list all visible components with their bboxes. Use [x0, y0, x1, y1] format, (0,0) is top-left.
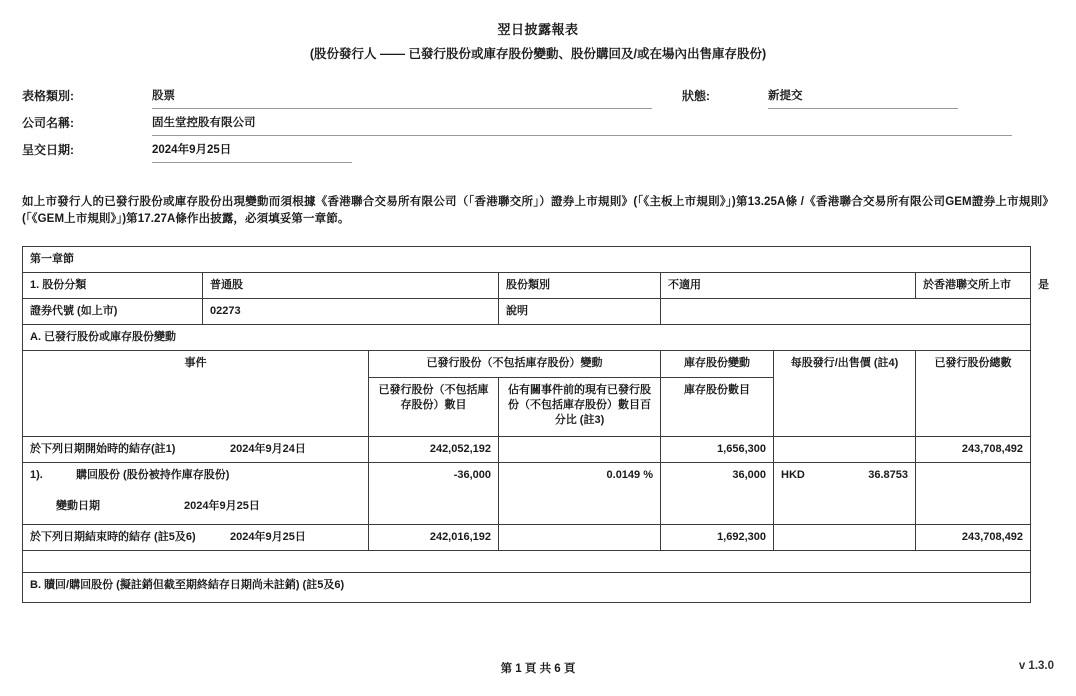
listed-hkex-label: 於香港聯交所上市 — [916, 273, 1031, 299]
event-change-date-label: 變動日期 — [56, 500, 100, 512]
page-number: 第 1 頁 共 6 頁 — [500, 663, 576, 675]
opening-price — [774, 437, 916, 463]
table-header-row — [23, 351, 1031, 378]
header-fields — [0, 87, 1076, 168]
version-label: v 1.3.0 — [1018, 660, 1054, 672]
closing-treasury-count: 1,692,300 — [661, 525, 774, 551]
opening-issued-count: 242,052,192 — [369, 437, 499, 463]
stock-code-label: 證券代號 (如上市) — [23, 299, 203, 325]
opening-balance-date: 2024年9月24日 — [230, 443, 306, 455]
page-footer — [0, 660, 1076, 680]
closing-balance-label: 於下列日期結束時的結存 (註5及6) — [30, 531, 196, 543]
event-price-value: 36.8753 — [868, 469, 908, 481]
column-group-issued-change: 已發行股份（不包括庫存股份）變動 — [369, 351, 661, 378]
form-type-label: 表格類別: — [22, 89, 74, 103]
document-title: 翌日披露報表 — [497, 22, 579, 37]
column-header-price: 每股發行/出售價 (註4) — [774, 351, 916, 437]
company-value: 固生堂控股有限公司 — [152, 117, 256, 129]
event-price-cell — [774, 463, 916, 525]
event-buyback-cell — [23, 463, 369, 525]
description-value — [661, 299, 1031, 325]
column-header-issued-pct: 佔有關事件前的現有已發行股份（不包括庫存股份）數目百分比 (註3) — [499, 378, 661, 437]
closing-balance-date: 2024年9月25日 — [230, 531, 306, 543]
column-header-total-issued: 已發行股份總數 — [916, 351, 1031, 437]
column-header-treasury-count: 庫存股份數目 — [661, 378, 774, 437]
table-row: 1. 股份分類 普通股 股份類別 不適用 於香港聯交所上市 是 — [23, 273, 1031, 299]
table-row — [23, 299, 1031, 325]
column-group-treasury-change: 庫存股份變動 — [661, 351, 774, 378]
opening-balance-label: 於下列日期開始時的結存(註1) — [30, 443, 176, 455]
closing-issued-count: 242,016,192 — [369, 525, 499, 551]
description-label: 說明 — [499, 299, 661, 325]
form-type-value: 股票 — [152, 90, 175, 102]
form-type-row — [22, 87, 1054, 114]
table-spacer-row — [23, 551, 1031, 573]
table-row — [23, 463, 1031, 525]
company-row — [22, 114, 1054, 141]
opening-balance-cell — [23, 437, 369, 463]
stock-code-value: 02273 — [203, 299, 499, 325]
form-type-rule — [152, 108, 652, 109]
event-treasury-count: 36,000 — [661, 463, 774, 525]
status-rule — [768, 108, 958, 109]
table-row — [23, 573, 1031, 603]
opening-issued-pct — [499, 437, 661, 463]
event-price-currency: HKD — [781, 469, 805, 481]
closing-issued-pct — [499, 525, 661, 551]
share-type-value: 不適用 — [661, 273, 916, 299]
share-type-label: 股份類別 — [499, 273, 661, 299]
table-row — [23, 247, 1031, 273]
company-value-wrap — [152, 114, 1012, 136]
opening-total-issued: 243,708,492 — [916, 437, 1031, 463]
column-header-issued-count: 已發行股份（不包括庫存股份）數目 — [369, 378, 499, 437]
submit-date-label: 呈交日期: — [22, 143, 74, 157]
event-buyback-label: 購回股份 (股份被持作庫存股份) — [76, 469, 230, 481]
table-row — [23, 325, 1031, 351]
event-change-date-row — [30, 499, 361, 514]
title-block — [0, 0, 1076, 65]
section1-heading: 第一章節 — [23, 247, 1031, 273]
table-row — [23, 525, 1031, 551]
company-label: 公司名稱: — [22, 116, 74, 130]
closing-balance-cell — [23, 525, 369, 551]
share-class-label: 1. 股份分類 — [23, 273, 203, 299]
submit-date-row — [22, 141, 1054, 168]
document-subtitle: (股份發行人 —— 已發行股份或庫存股份變動、股份購回及/或在場內出售庫存股份) — [309, 47, 767, 61]
share-class-value: 普通股 — [203, 273, 499, 299]
spacer-cell — [23, 551, 1031, 573]
legal-notice: 如上市發行人的已發行股份或庫存股份出現變動而須根據《香港聯合交易所有限公司（「香港聯交所」）證券上市規則》(「《主板上市規則》」)第13.25A條 /《香港聯合交易所有限公司GEM證券上市規則》(「《GEM上市規則》」)第17.27A條作出披露，必須填妥第一章節。 — [22, 196, 1054, 225]
closing-total-issued: 243,708,492 — [916, 525, 1031, 551]
submit-date-value-wrap — [152, 141, 352, 163]
submit-date-value: 2024年9月25日 — [152, 144, 232, 156]
sectionA-heading: A. 已發行股份或庫存股份變動 — [23, 325, 1031, 351]
event-change-date-value: 2024年9月25日 — [184, 500, 260, 512]
table-row — [23, 437, 1031, 463]
event-issued-pct: 0.0149 % — [499, 463, 661, 525]
event-total-issued — [916, 463, 1031, 525]
status-label: 狀態: — [682, 89, 710, 103]
submit-date-rule — [152, 162, 352, 163]
disclosure-table — [22, 246, 1050, 603]
company-rule — [152, 135, 1012, 136]
event-index: 1). — [30, 469, 43, 481]
status-value-wrap — [768, 87, 958, 109]
opening-treasury-count: 1,656,300 — [661, 437, 774, 463]
event-issued-count: -36,000 — [369, 463, 499, 525]
column-header-event: 事件 — [23, 351, 369, 437]
closing-price — [774, 525, 916, 551]
status-value: 新提交 — [768, 90, 803, 102]
form-type-value-wrap — [152, 87, 652, 109]
sectionB-heading: B. 贖回/購回股份 (擬註銷但截至期終結存日期尚未註銷) (註5及6) — [23, 573, 1031, 603]
